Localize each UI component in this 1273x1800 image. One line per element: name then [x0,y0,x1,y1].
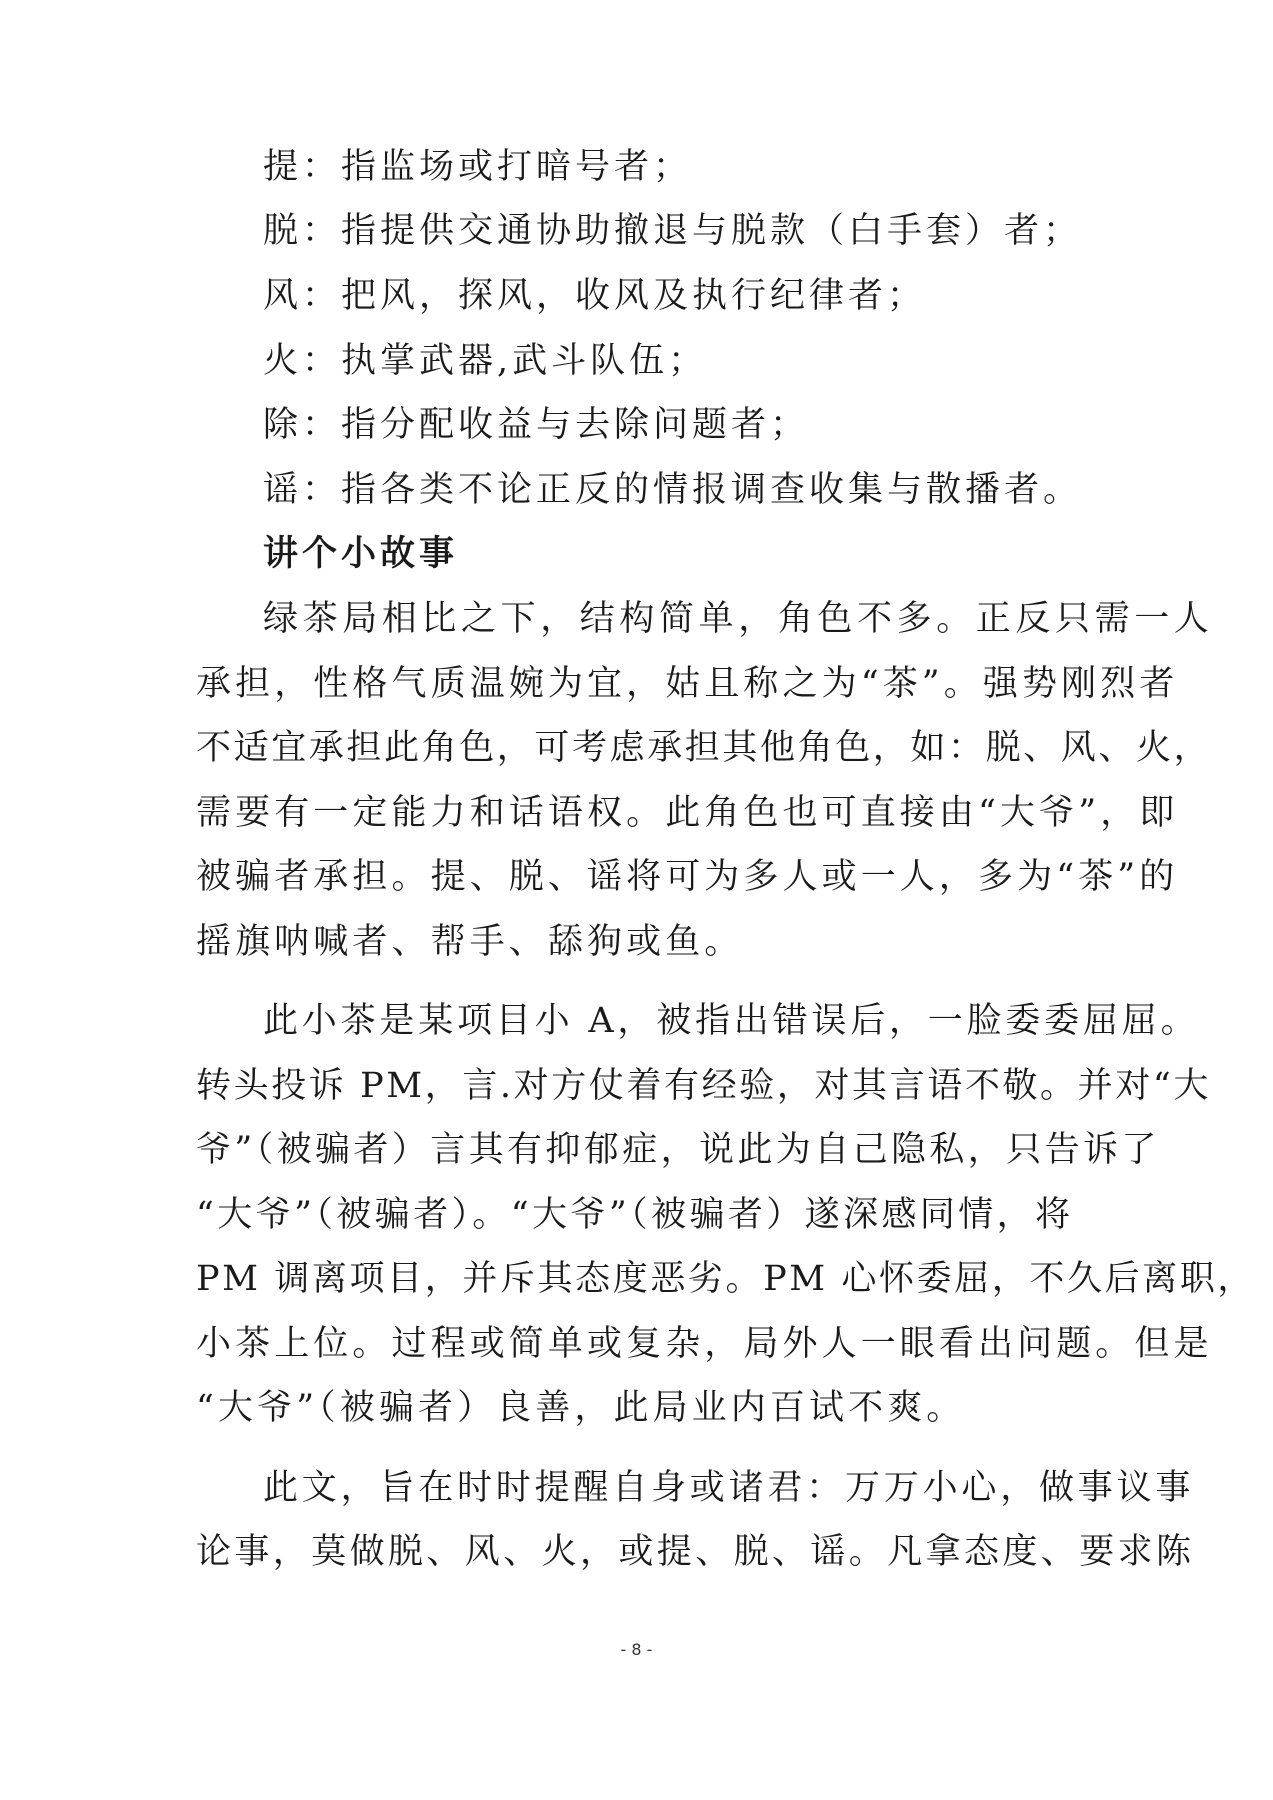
paragraph-line: 此小茶是某项目小 A，被指出错误后，一脸委委屈屈。 [263,1001,1200,1041]
definition-line: 风：把风，探风，收风及执行纪律者； [263,276,927,316]
paragraph-line: 承担，性格气质温婉为宜，姑且称之为“茶”。强势刚烈者 [196,664,1179,704]
section-heading: 讲个小故事 [263,533,459,574]
paragraph-line: “大爷”（被骗者）良善，此局业内百试不爽。 [196,1388,966,1428]
page-number: - 8 - [620,1640,653,1659]
paragraph-line: PM 调离项目，并斥其态度恶劣。PM 心怀委屈，不久后离职， [196,1259,1256,1299]
definition-line: 脱：指提供交通协助撤退与脱款（白手套）者； [263,211,1083,251]
paragraph-line: 不适宜承担此角色，可考虑承担其他角色，如：脱、风、火， [196,728,1212,768]
paragraph-line: 绿茶局相比之下，结构简单，角色不多。正反只需一人 [263,599,1214,639]
definition-line: 提：指监场或打暗号者； [263,147,693,187]
paragraph-line: 爷”（被骗者）言其有抑郁症，说此为自己隐私，只告诉了 [196,1130,1160,1170]
paragraph-line: 被骗者承担。提、脱、谣将可为多人或一人，多为“茶”的 [196,857,1179,897]
paragraph-line: 论事，莫做脱、风、火，或提、脱、谣。凡拿态度、要求陈 [196,1532,1195,1572]
paragraph-line: 需要有一定能力和话语权。此角色也可直接由“大爷”，即 [196,793,1179,833]
paragraph-line: “大爷”（被骗者）。“大爷”（被骗者）遂深感同情，将 [196,1195,1074,1235]
definition-line: 火：执掌武器,武斗队伍； [263,341,708,381]
paragraph-line: 摇旗呐喊者、帮手、舔狗或鱼。 [196,922,744,962]
paragraph-line: 小茶上位。过程或简单或复杂，局外人一眼看出问题。但是 [196,1324,1213,1364]
definition-line: 谣：指各类不论正反的情报调查收集与散播者。 [263,470,1083,510]
paragraph-line: 此文，旨在时时提醒自身或诸君：万万小心，做事议事 [263,1468,1195,1508]
paragraph-line: 转头投诉 PM，言.对方仗着有经验，对其言语不敬。并对“大 [196,1066,1211,1106]
definition-line: 除：指分配收益与去除问题者； [263,405,810,445]
